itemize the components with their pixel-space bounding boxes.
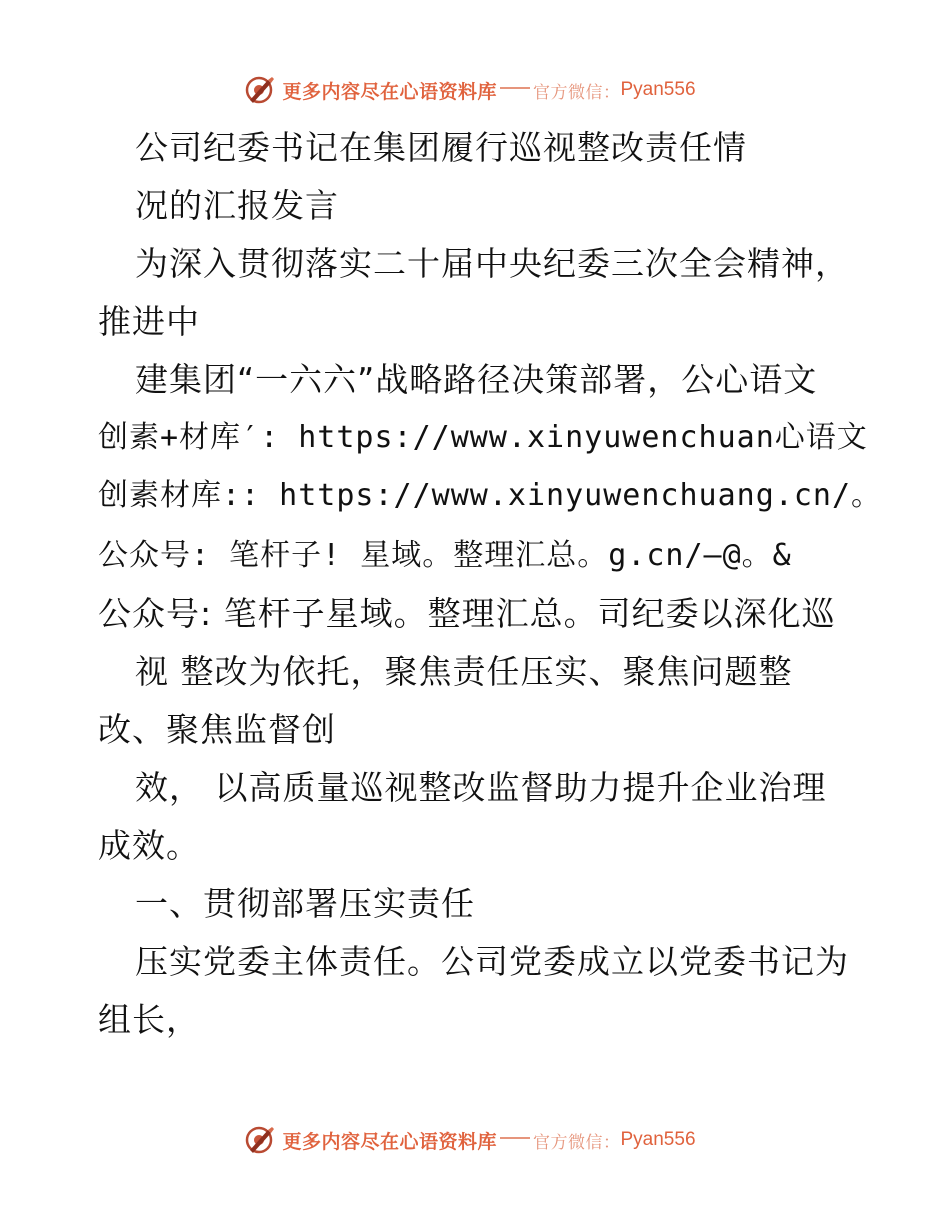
doc-line-1: 公司纪委书记在集团履行巡视整改责任情 xyxy=(135,128,747,167)
doc-line-16: 组长， xyxy=(98,1000,200,1039)
doc-line-2: 况的汇报发言 xyxy=(135,186,339,225)
doc-line-15: 压实党委主体责任。公司党委成立以党委书记为 xyxy=(135,942,849,981)
doc-line-3: 为深入贯彻落实二十届中央纪委三次全会精神， xyxy=(135,244,849,283)
watermark-id: Pyan556 xyxy=(620,79,696,100)
watermark-sub: 官方微信： xyxy=(533,1132,621,1153)
watermark-dash xyxy=(500,1137,530,1139)
watermark-id: Pyan556 xyxy=(620,1129,696,1150)
doc-line-12: 效， 以高质量巡视整改监督助力提升企业治理 xyxy=(135,768,827,807)
doc-line-7: 创素材库:: https://www.xinyuwenchuang.cn/。 xyxy=(98,478,883,513)
doc-line-13: 成效。 xyxy=(98,826,200,865)
watermark-text: 更多内容尽在心语资料库 xyxy=(282,80,497,103)
doc-line-11: 改、聚焦监督创 xyxy=(98,710,336,749)
watermark-sub: 官方微信： xyxy=(533,82,621,103)
pen-logo-icon xyxy=(244,1124,276,1156)
doc-line-5: 建集团“一六六”战略路径决策部署，公心语文 xyxy=(135,360,818,399)
doc-heading-1: 一、贯彻部署压实责任 xyxy=(135,884,475,923)
doc-line-10: 视 整改为依托，聚焦责任压实、聚焦问题整 xyxy=(135,652,793,691)
doc-line-9: 公众号: 笔杆子星域。整理汇总。司纪委以深化巡 xyxy=(98,594,836,633)
watermark-banner-bottom xyxy=(0,1120,950,1160)
doc-line-8: 公众号: 笔杆子! 星域。整理汇总。g.cn/—@。& xyxy=(98,538,792,573)
doc-line-4: 推进中 xyxy=(98,302,200,341)
doc-line-6: 创素+材库′: https://www.xinyuwenchuan心语文 xyxy=(98,420,868,455)
watermark-text: 更多内容尽在心语资料库 xyxy=(282,1130,497,1153)
